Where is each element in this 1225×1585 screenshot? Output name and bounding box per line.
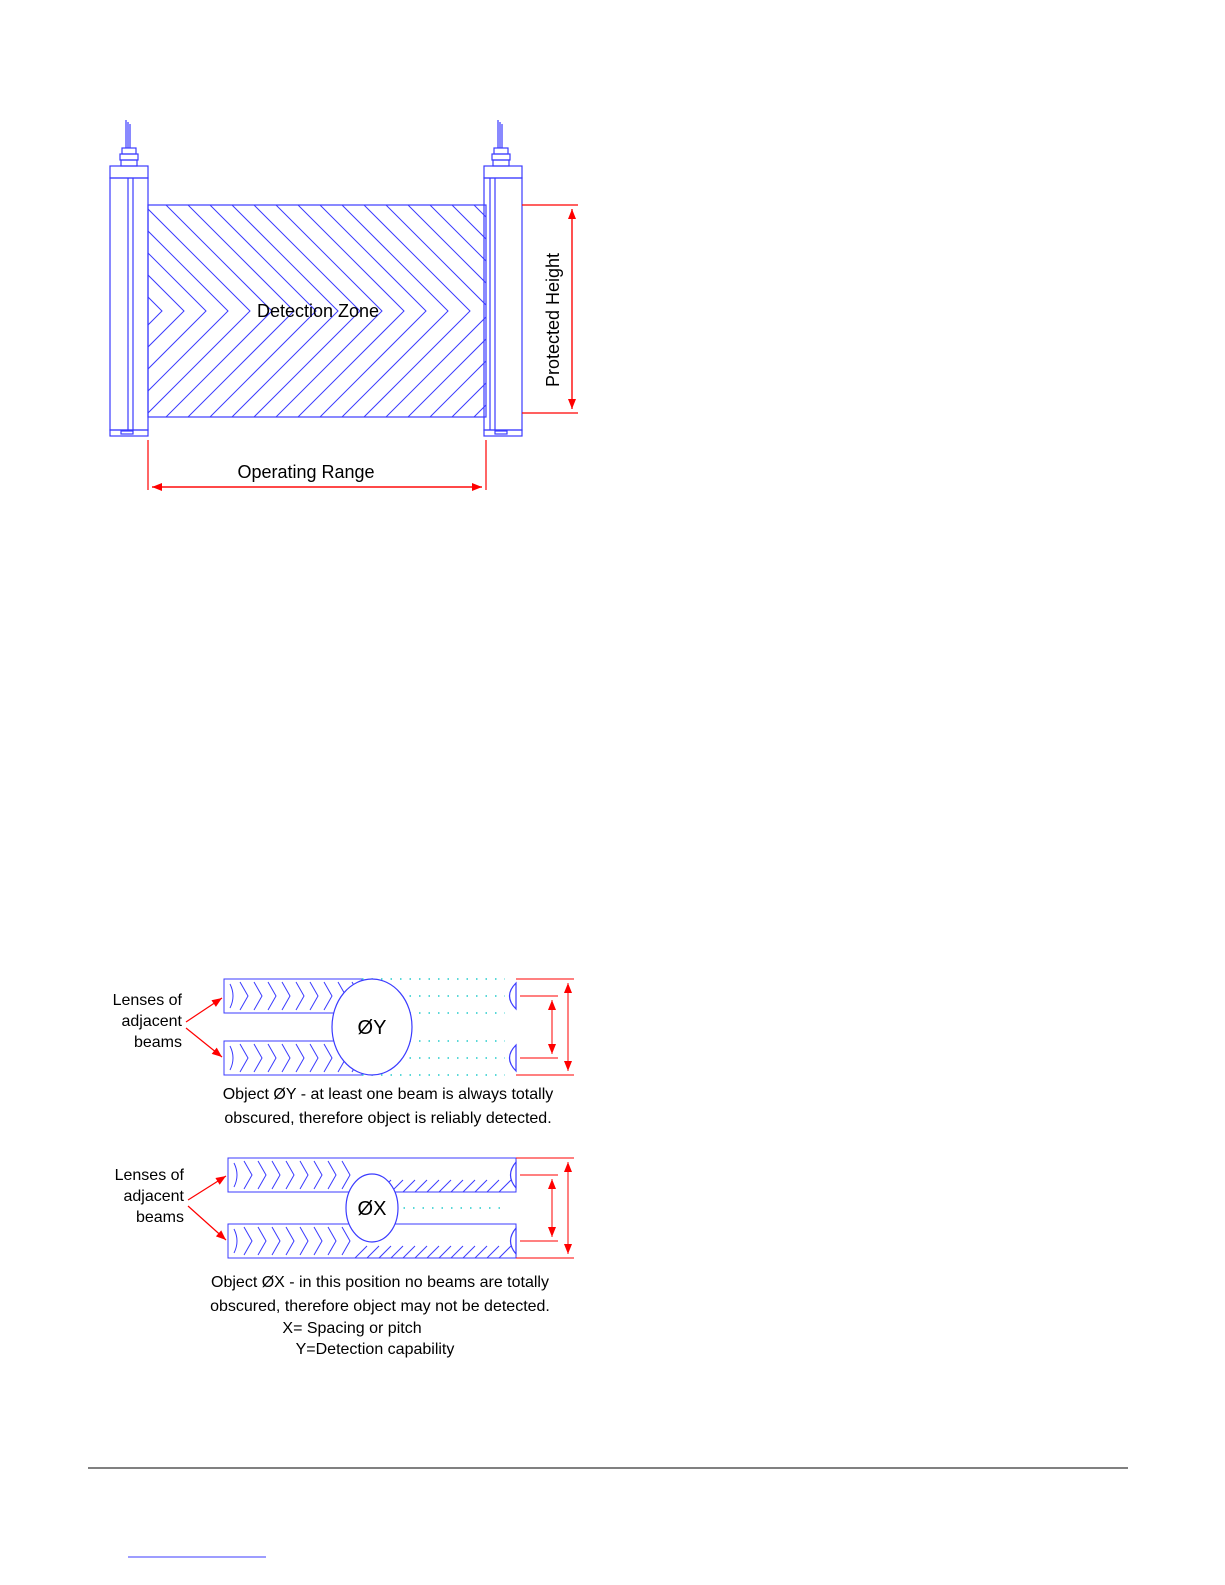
object-x-label: ØX: [357, 1198, 387, 1220]
top-dimensions: [516, 979, 574, 1075]
object-y-label: ØY: [357, 1017, 387, 1039]
top-lenses-label-line1: Lenses of: [112, 992, 182, 1009]
operating-range-label: Operating Range: [237, 462, 375, 482]
bottom-receiver-lenses: [511, 1162, 517, 1254]
bottom-caption-line1: Object ØX - in this position no beams are totally: [211, 1274, 549, 1291]
top-lenses-label-line3: beams: [133, 1034, 182, 1051]
bottom-caption-line2: obscured, therefore object may not be detected.: [210, 1298, 550, 1315]
top-caption-line1: Object ØY - at least one beam is always totally: [222, 1086, 554, 1103]
bottom-lenses-label-line3: beams: [135, 1209, 184, 1226]
bottom-lenses-label-line2: adjacent: [123, 1188, 184, 1205]
top-lens-arrows: [186, 998, 222, 1057]
bottom-caption-line3: X= Spacing or pitch: [282, 1320, 422, 1337]
resolution-diagram: [113, 979, 574, 1358]
bottom-caption-line4: Y=Detection capability: [295, 1341, 455, 1358]
top-lenses-label-line2: adjacent: [121, 1013, 182, 1030]
top-caption-line2: obscured, therefore object is reliably detected.: [224, 1110, 552, 1127]
light-curtain-diagram: [0, 120, 624, 490]
bottom-lens-arrows: [188, 1176, 226, 1240]
left-sensor-column: [110, 120, 148, 436]
top-receiver-lenses: [510, 983, 517, 1071]
resolution-bottom-example: [115, 1158, 574, 1358]
right-sensor-column: [484, 120, 522, 436]
protected-height-label: Protected Height: [543, 252, 563, 388]
detection-zone: [0, 205, 624, 417]
detection-zone-label: Detection Zone: [256, 301, 380, 321]
bottom-dimensions: [516, 1158, 574, 1258]
resolution-top-example: [113, 979, 574, 1127]
bottom-lenses-label-line1: Lenses of: [114, 1167, 184, 1184]
